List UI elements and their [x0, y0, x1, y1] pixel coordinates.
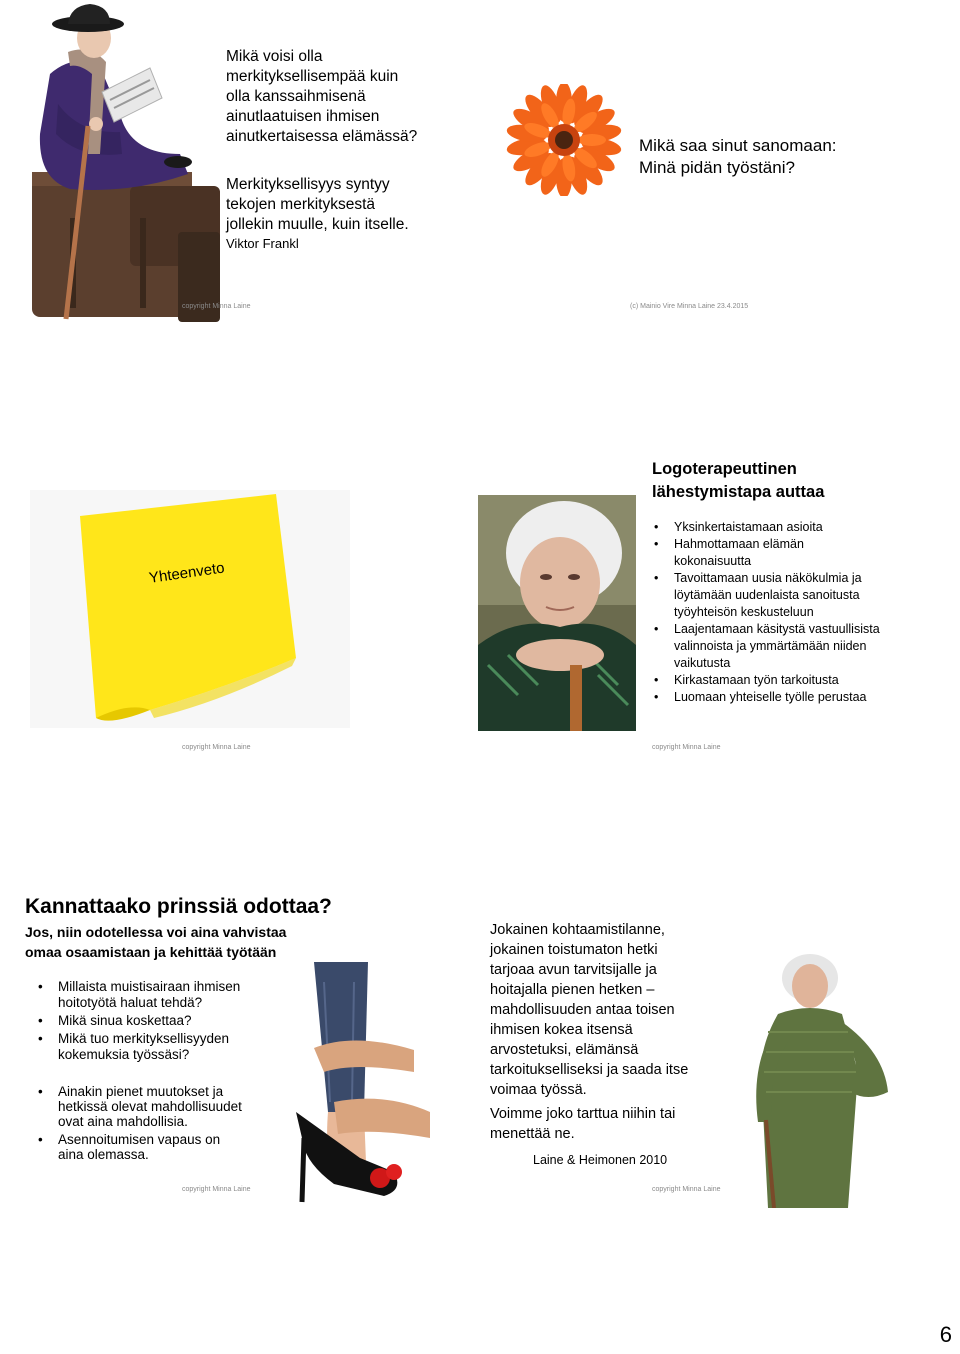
- copyright-notice: copyright Minna Laine: [182, 1186, 251, 1193]
- reflection-questions-list: [58, 979, 240, 1063]
- list-item: • Asennoitumisen vapaus on aina olemassa.: [58, 1132, 242, 1162]
- slide-title-line-1: Logoterapeuttinen: [652, 460, 797, 478]
- quote-line-3: jollekin muulle, kuin itselle.: [226, 216, 409, 233]
- sticky-note-text: Yhteenveto: [148, 559, 226, 587]
- copyright-notice: copyright Minna Laine: [182, 744, 251, 751]
- closing-line-1: Voimme joko tarttua niihin tai: [490, 1106, 676, 1122]
- quote-line-2: tekojen merkityksestä: [226, 196, 376, 213]
- slide-2: [480, 0, 960, 330]
- copyright-notice: (c) Mainio Vire Minna Laine 23.4.2015: [630, 303, 749, 310]
- page-number: 6: [939, 1322, 952, 1347]
- paragraph-line-1: Jokainen kohtaamistilanne,: [490, 922, 665, 938]
- slide-6: [480, 880, 960, 1210]
- intro-line-1: Mikä voisi olla: [226, 48, 323, 65]
- slide-4: [480, 440, 960, 770]
- list-item: • Laajentamaan käsitystä vastuullisista valinnoista ja ymmärtämään niiden vaikutusta: [674, 621, 880, 672]
- hand-putting-shoe-on-foot-icon: [294, 962, 430, 1206]
- intro-line-2: merkityksellisempää kuin: [226, 68, 399, 85]
- question-line-1: Mikä saa sinut sanomaan:: [639, 136, 837, 155]
- paragraph-line-2: jokainen toistumaton hetki: [490, 942, 658, 958]
- paragraph-line-6: ihmisen kokea itsensä: [490, 1022, 633, 1038]
- list-item: • Ainakin pienet muutokset ja hetkissä olevat mahdollisuudet ovat aina mahdollisia.: [58, 1084, 242, 1129]
- list-item: • Mikä tuo merkityksellisyyden kokemuksia työssäsi?: [58, 1031, 240, 1063]
- slide-title-line-2: lähestymistapa auttaa: [652, 483, 825, 501]
- list-item: • Tavoittamaan uusia näkökulmia ja löytämään uudenlaista sanoitusta työyhteisön keskusteluun: [674, 570, 880, 621]
- quote-line-1: Merkityksellisyys syntyy: [226, 176, 390, 193]
- list-item: • Mikä sinua koskettaa?: [58, 1013, 240, 1029]
- subtitle-line-2: omaa osaamistaan ja kehittää työtään: [25, 944, 277, 960]
- intro-line-3: olla kanssaihmisenä: [226, 88, 366, 105]
- question-line-2: Minä pidän työstäni?: [639, 158, 795, 177]
- slide-5: [0, 880, 480, 1210]
- copyright-notice: copyright Minna Laine: [182, 303, 251, 310]
- source-citation: Laine & Heimonen 2010: [533, 1153, 668, 1167]
- paragraph-line-4: hoitajalla pienen hetken –: [490, 982, 655, 998]
- list-item: • Kirkastamaan työn tarkoitusta: [674, 672, 880, 689]
- paragraph-line-8: tarkoitukselliseksi ja saada itse: [490, 1062, 689, 1078]
- elderly-woman-portrait-icon: [478, 495, 636, 731]
- elderly-woman-standing-with-cane-icon: [738, 952, 894, 1208]
- paragraph-line-9: voimaa työssä.: [490, 1082, 587, 1098]
- elderly-woman-reading-newspaper-icon: [10, 4, 220, 322]
- paragraph-line-7: arvostetuksi, elämänsä: [490, 1042, 639, 1058]
- orange-gerbera-flower-icon: [496, 84, 632, 196]
- intro-line-5: ainutkertaisessa elämässä?: [226, 128, 418, 145]
- copyright-notice: copyright Minna Laine: [652, 744, 721, 751]
- possibilities-list: [58, 1084, 242, 1162]
- slide-1: [0, 0, 480, 330]
- yellow-sticky-note-icon: [30, 490, 350, 728]
- paragraph-line-5: mahdollisuuden antaa toisen: [490, 1002, 675, 1018]
- paragraph-line-3: tarjoaa avun tarvitsijalle ja: [490, 962, 657, 978]
- list-item: • Luomaan yhteiselle työlle perustaa: [674, 689, 880, 706]
- slide-3: [0, 440, 480, 770]
- logotherapy-benefits-list: [674, 519, 880, 706]
- intro-line-4: ainutlaatuisen ihmisen: [226, 108, 380, 125]
- list-item: • Yksinkertaistamaan asioita: [674, 519, 880, 536]
- closing-line-2: menettää ne.: [490, 1126, 575, 1142]
- slide-title: Kannattaako prinssiä odottaa?: [25, 895, 332, 918]
- list-item: • Hahmottamaan elämän kokonaisuutta: [674, 536, 880, 570]
- quote-author: Viktor Frankl: [226, 236, 299, 251]
- subtitle-line-1: Jos, niin odotellessa voi aina vahvistaa: [25, 924, 287, 940]
- copyright-notice: copyright Minna Laine: [652, 1186, 721, 1193]
- list-item: • Millaista muistisairaan ihmisen hoitotyötä haluat tehdä?: [58, 979, 240, 1011]
